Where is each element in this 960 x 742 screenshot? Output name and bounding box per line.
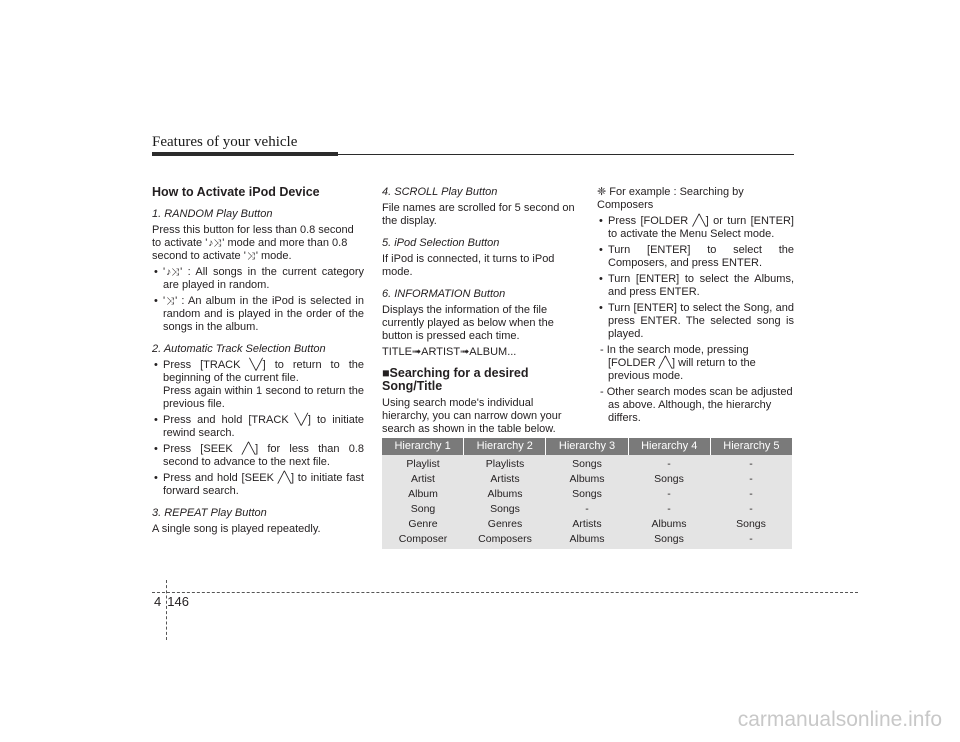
list-item: • Press [FOLDER ╱╲] or turn [ENTER] to activate the Menu Select mode. xyxy=(597,215,794,241)
table-body xyxy=(382,455,792,549)
search-note-2: - Other search modes scan be adjusted as above. Although, the hierarchy differs. xyxy=(600,386,793,424)
table-cell: Genres xyxy=(487,518,523,530)
table-cell: Album xyxy=(408,488,438,500)
watermark: carmanualsonline.info xyxy=(737,708,942,731)
random-bullets xyxy=(152,266,364,334)
table-row xyxy=(382,472,792,487)
table-cell: Playlist xyxy=(406,458,440,470)
table-cell: - xyxy=(749,503,753,515)
search-text: Using search mode's individual hierarchy, you can narrow down your search as shown in the table below. xyxy=(382,397,562,435)
random-heading: 1. RANDOM Play Button xyxy=(152,208,273,220)
ipod-activation-heading: How to Activate iPod Device xyxy=(152,185,320,199)
table-cell: - xyxy=(585,503,589,515)
table-cell: - xyxy=(749,533,753,545)
footer-dashed-rule xyxy=(152,592,858,593)
random-all-icon: ♪⤨ xyxy=(166,267,180,278)
table-header-cell: Hierarchy 1 xyxy=(382,438,464,455)
table-header-row xyxy=(382,438,792,455)
table-cell: Songs xyxy=(490,503,520,515)
table-cell: Composers xyxy=(478,533,532,545)
table-row xyxy=(382,517,792,532)
information-heading: 6. INFORMATION Button xyxy=(382,288,506,300)
random-text: Press this button for less than 0.8 second to activate '♪⤨' mode and more than 0.8 second to activate '⤨' mode. xyxy=(152,224,354,262)
information-text: Displays the information of the file currently played as below when the button is pressed each time. xyxy=(382,304,554,342)
footer-dashed-vertical xyxy=(166,580,167,640)
table-cell: Songs xyxy=(654,473,684,485)
column-left xyxy=(152,186,364,539)
table-cell: Songs xyxy=(572,458,602,470)
search-steps xyxy=(597,215,794,341)
page-number xyxy=(154,594,195,609)
table-row xyxy=(382,457,792,472)
scroll-text: File names are scrolled for 5 second on the display. xyxy=(382,202,575,227)
table-row xyxy=(382,532,792,547)
repeat-text: A single song is played repeatedly. xyxy=(152,523,321,535)
list-item: • Press and hold [TRACK ╲╱] to initiate rewind search. xyxy=(152,414,364,440)
table-cell: Genre xyxy=(408,518,438,530)
example-note: ❈ For example : Searching by Composers xyxy=(597,186,744,211)
random-album-icon: ⤨ xyxy=(166,296,175,307)
list-item: • '⤨' : An album in the iPod is selected in random and is played in the order of the songs in the album. xyxy=(152,295,364,334)
list-item: • Turn [ENTER] to select the Song, and press ENTER. The selected song is played. xyxy=(597,302,794,341)
search-heading: ■Searching for a desired Song/Title xyxy=(382,366,529,393)
scroll-heading: 4. SCROLL Play Button xyxy=(382,186,498,198)
table-cell: Songs xyxy=(736,518,766,530)
table-row xyxy=(382,487,792,502)
table-header-cell: Hierarchy 4 xyxy=(629,438,711,455)
page-header-title: Features of your vehicle xyxy=(152,134,298,150)
table-cell: Albums xyxy=(569,473,605,485)
table-cell: Albums xyxy=(651,518,687,530)
search-note-1: - In the search mode, pressing [FOLDER ╱╲] will return to the previous mode. xyxy=(600,344,756,382)
table-cell: - xyxy=(667,458,671,470)
ats-heading: 2. Automatic Track Selection Button xyxy=(152,343,326,355)
table-cell: Song xyxy=(410,503,436,515)
table-row xyxy=(382,502,792,517)
table-cell: Artists xyxy=(572,518,602,530)
table-cell: - xyxy=(667,503,671,515)
list-item: • '♪⤨' : All songs in the current category are played in random. xyxy=(152,266,364,292)
column-right xyxy=(597,186,794,428)
table-header-cell: Hierarchy 5 xyxy=(711,438,792,455)
list-item: • Press [SEEK ╱╲] for less than 0.8 second to advance to the next file. xyxy=(152,443,364,469)
table-cell: Playlists xyxy=(485,458,525,470)
random-album-icon: ⤨ xyxy=(246,251,255,262)
table-header-cell: Hierarchy 3 xyxy=(546,438,628,455)
table-cell: - xyxy=(749,488,753,500)
table-cell: Composer xyxy=(398,533,448,545)
list-item: • Turn [ENTER] to select the Composers, and press ENTER. xyxy=(597,244,794,270)
header-rule-thin xyxy=(338,154,794,155)
page-number-value: 146 xyxy=(167,594,189,609)
chapter-number: 4 xyxy=(154,594,162,609)
random-all-icon: ♪⤨ xyxy=(208,238,222,249)
table-cell: - xyxy=(749,473,753,485)
table-cell: Artist xyxy=(411,473,435,485)
table-header-cell: Hierarchy 2 xyxy=(464,438,546,455)
list-item: • Turn [ENTER] to select the Albums, and press ENTER. xyxy=(597,273,794,299)
table-cell: - xyxy=(667,488,671,500)
table-cell: Albums xyxy=(569,533,605,545)
list-item: • Press [TRACK ╲╱] to return to the beginning of the current file. Press again within 1 second to return the previous file. xyxy=(152,359,364,411)
header-rule-thick xyxy=(152,152,338,156)
table-cell: - xyxy=(749,458,753,470)
table-cell: Artists xyxy=(490,473,520,485)
column-middle xyxy=(382,186,578,439)
information-sequence: TITLE➟ARTIST➟ALBUM... xyxy=(382,346,517,358)
ipod-selection-heading: 5. iPod Selection Button xyxy=(382,237,500,249)
table-cell: Albums xyxy=(487,488,523,500)
table-cell: Songs xyxy=(572,488,602,500)
repeat-heading: 3. REPEAT Play Button xyxy=(152,507,267,519)
ipod-selection-text: If iPod is connected, it turns to iPod mode. xyxy=(382,253,555,278)
table-cell: Songs xyxy=(654,533,684,545)
ats-bullets xyxy=(152,359,364,498)
hierarchy-table xyxy=(382,438,792,549)
list-item: • Press and hold [SEEK ╱╲] to initiate fast forward search. xyxy=(152,472,364,498)
